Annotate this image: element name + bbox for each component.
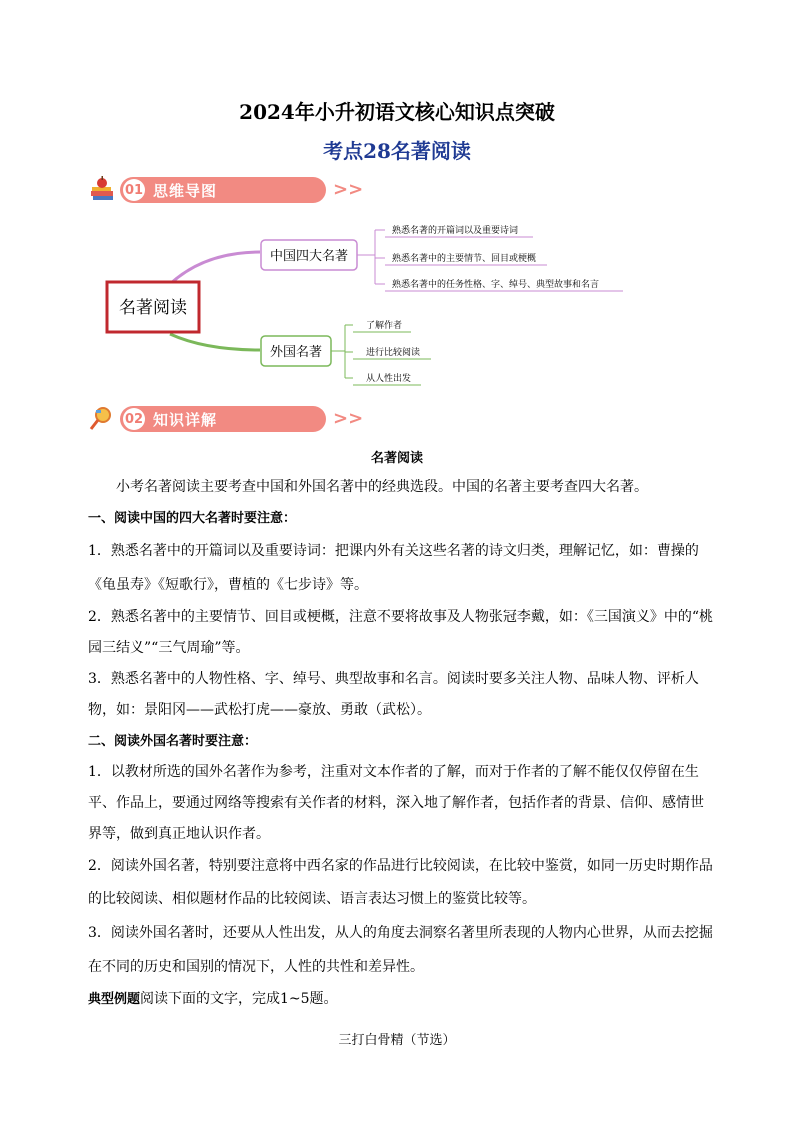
section-label: 知识详解 xyxy=(153,410,218,429)
section-pill xyxy=(120,177,326,203)
part2-heading: 二、阅读外国名著时要注意： xyxy=(88,734,258,749)
part2-item-2: 2．阅读外国名著，特别要注意将中西名家的作品进行比较阅读，在比较中鉴赏，如同一历史时期作品的比较阅读、相似题材作品的比较阅读、语言表达习惯上的鉴赏比较等。 xyxy=(88,858,713,907)
books-apple-icon xyxy=(88,175,116,203)
passage-title: 三打白骨精（节选） xyxy=(338,1033,456,1048)
example-label: 典型例题 xyxy=(88,992,141,1007)
section-number: 01 xyxy=(123,179,145,201)
leaf-chinese-1: 熟悉名著的开篇词以及重要诗词 xyxy=(392,226,519,236)
leaf-foreign-2: 进行比较阅读 xyxy=(366,348,421,358)
section-pill xyxy=(120,406,326,432)
section-label: 思维导图 xyxy=(153,181,218,200)
branch-node-chinese-label: 中国四大名著 xyxy=(269,249,349,264)
magnifier-icon xyxy=(88,404,116,432)
page-subtitle: 考点28名著阅读 xyxy=(323,139,471,163)
leaf-chinese-2: 熟悉名著中的主要情节、回目或梗概 xyxy=(392,254,537,264)
branch2-bracket xyxy=(331,325,353,378)
content-heading: 名著阅读 xyxy=(370,451,423,466)
part1-item-2: 2．熟悉名著中的主要情节、回目或梗概，注意不要将故事及人物张冠李戴，如：《三国演义》中的“桃园三结义”“三气周瑜”等。 xyxy=(88,609,714,656)
double-chevron-icon: >> xyxy=(333,408,364,429)
part1-heading: 一、阅读中国的四大名著时要注意： xyxy=(88,511,297,526)
double-chevron-icon: >> xyxy=(333,179,364,200)
connector-branch2 xyxy=(170,334,260,350)
content-body xyxy=(88,472,716,1015)
example-text: 阅读下面的文字，完成1~5题。 xyxy=(140,991,338,1007)
intro-paragraph: 小考名著阅读主要考查中国和外国名著中的经典选段。中国的名著主要考查四大名著。 xyxy=(116,479,648,495)
connector-branch1 xyxy=(170,252,260,284)
part1-item-1: 1．熟悉名著中的开篇词以及重要诗词：把课内外有关这些名著的诗文归类，理解记忆，如：曹操的《龟虽寿》《短歌行》，曹植的《七步诗》等。 xyxy=(88,543,699,593)
part2-item-1: 1．以教材所选的国外名著作为参考，注重对文本作者的了解，而对于作者的了解不能仅仅停留在生平、作品上，要通过网络等搜索有关作者的材料，深入地了解作者，包括作者的背景、信仰、感情世界等，做到真正地认识作者。 xyxy=(88,764,704,842)
branch-node-foreign-label: 外国名著 xyxy=(269,345,323,360)
part1-item-3: 3．熟悉名著中的人物性格、字、绰号、典型故事和名言。阅读时要多关注人物、品味人物、评析人物，如：景阳冈——武松打虎——豪放、勇敢（武松）。 xyxy=(88,671,699,718)
part2-item-3: 3．阅读外国名著时，还要从人性出发，从人的角度去洞察名著里所表现的人物内心世界，从而去挖掘在不同的历史和国别的情况下，人性的共性和差异性。 xyxy=(88,925,713,975)
root-node-label: 名著阅读 xyxy=(119,298,187,318)
leaf-foreign-3: 从人性出发 xyxy=(366,374,412,384)
page-title: 2024年小升初语文核心知识点突破 xyxy=(239,100,555,124)
example-line xyxy=(88,984,716,1015)
leaf-chinese-3: 熟悉名著中的任务性格、字、绰号、典型故事和名言 xyxy=(392,280,600,290)
branch1-bracket xyxy=(357,230,385,284)
mind-map xyxy=(95,212,635,392)
leaf-foreign-1: 了解作者 xyxy=(366,321,403,331)
section-number: 02 xyxy=(123,408,145,430)
